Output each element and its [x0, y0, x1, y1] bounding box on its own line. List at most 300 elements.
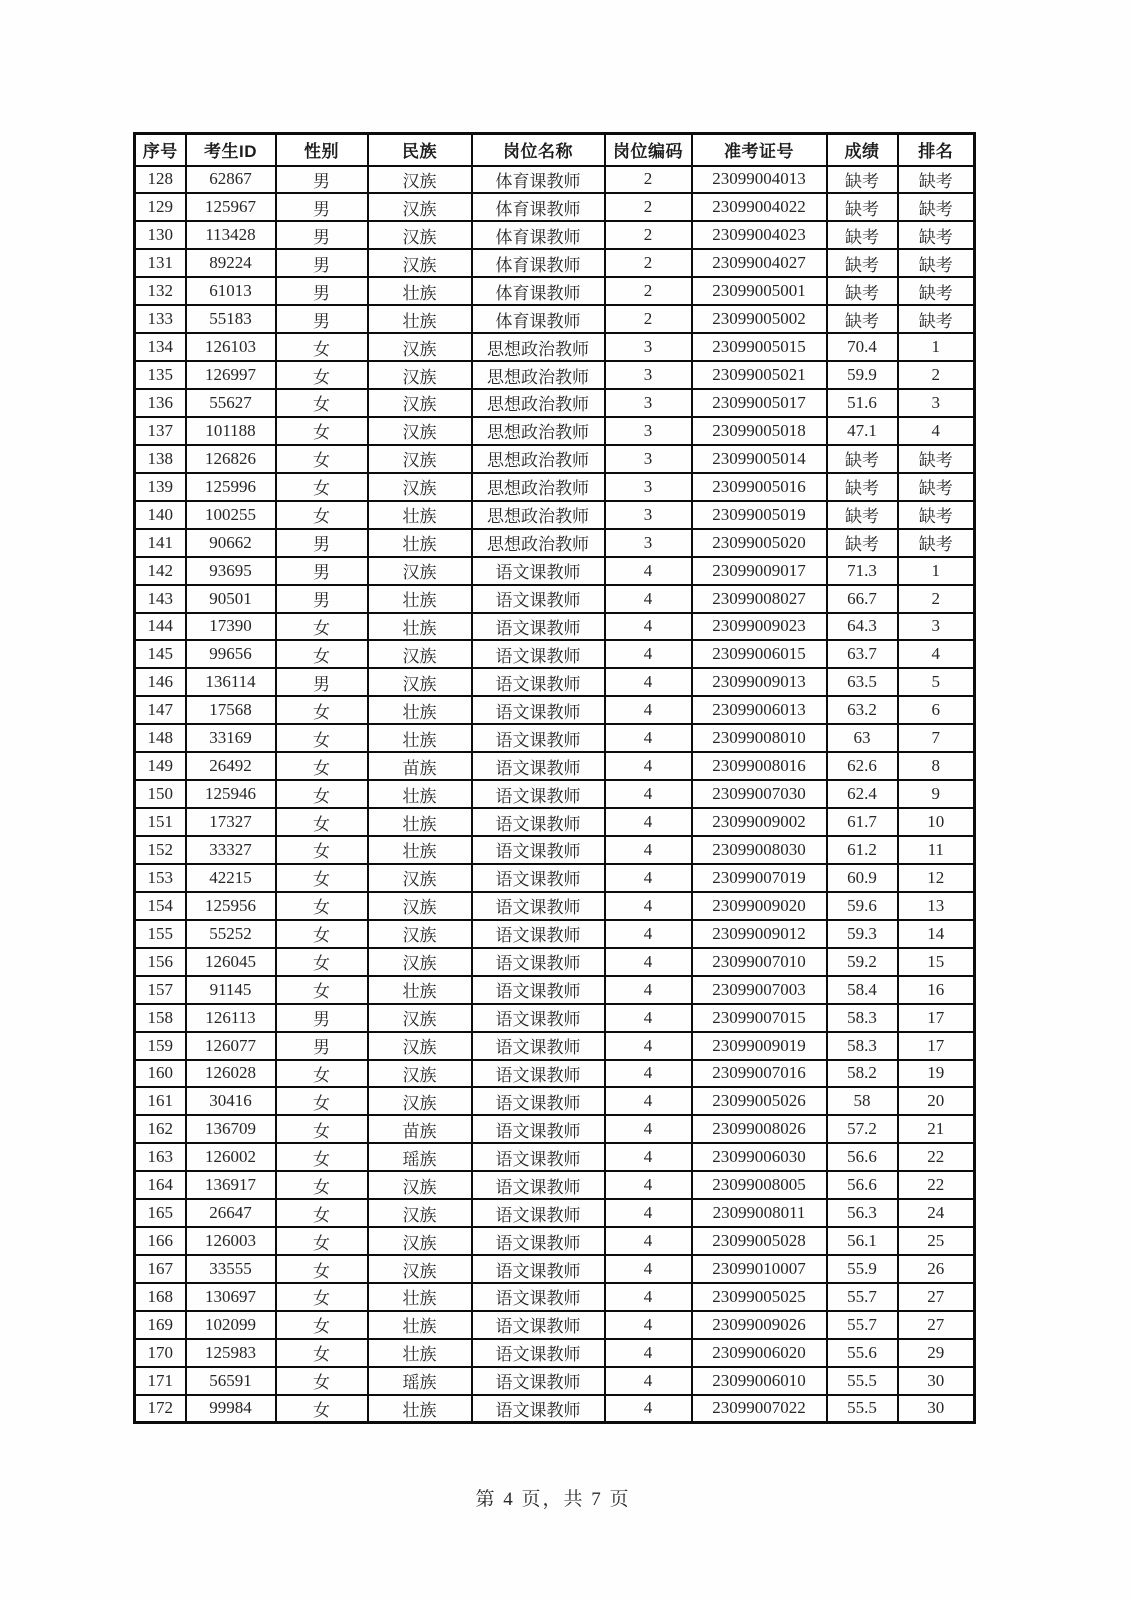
table-cell: 26 — [898, 1255, 975, 1283]
table-cell: 14 — [898, 920, 975, 948]
table-cell: 170 — [135, 1339, 186, 1367]
table-cell: 女 — [276, 808, 368, 836]
table-cell: 136 — [135, 389, 186, 417]
table-cell: 3 — [605, 417, 692, 445]
table-cell: 语文课教师 — [472, 668, 605, 696]
table-cell: 17568 — [186, 696, 276, 724]
table-cell: 语文课教师 — [472, 752, 605, 780]
column-header: 性别 — [276, 134, 368, 166]
table-cell: 23099007019 — [692, 864, 827, 892]
table-cell: 55.7 — [827, 1311, 898, 1339]
table-cell: 语文课教师 — [472, 948, 605, 976]
table-cell: 10 — [898, 808, 975, 836]
table-cell: 男 — [276, 249, 368, 277]
table-cell: 壮族 — [368, 1395, 472, 1423]
table-cell: 51.6 — [827, 389, 898, 417]
table-cell: 63 — [827, 724, 898, 752]
table-cell: 169 — [135, 1311, 186, 1339]
table-cell: 23099008030 — [692, 836, 827, 864]
table-cell: 缺考 — [898, 445, 975, 473]
table-cell: 4 — [605, 920, 692, 948]
table-cell: 90662 — [186, 529, 276, 557]
table-cell: 3 — [605, 333, 692, 361]
table-cell: 1 — [898, 557, 975, 585]
table-cell: 男 — [276, 193, 368, 221]
table-cell: 16 — [898, 976, 975, 1004]
table-cell: 4 — [605, 752, 692, 780]
table-cell: 女 — [276, 1227, 368, 1255]
table-cell: 女 — [276, 473, 368, 501]
table-cell: 130697 — [186, 1283, 276, 1311]
table-cell: 壮族 — [368, 305, 472, 333]
table-cell: 135 — [135, 361, 186, 389]
table-cell: 壮族 — [368, 1283, 472, 1311]
table-cell: 4 — [605, 1171, 692, 1199]
table-cell: 55.7 — [827, 1283, 898, 1311]
table-cell: 瑶族 — [368, 1143, 472, 1171]
table-row — [135, 752, 975, 780]
table-row — [135, 585, 975, 613]
table-cell: 99984 — [186, 1395, 276, 1423]
table-cell: 汉族 — [368, 920, 472, 948]
table-cell: 100255 — [186, 501, 276, 529]
table-cell: 女 — [276, 1395, 368, 1423]
table-cell: 3 — [605, 501, 692, 529]
table-cell: 6 — [898, 696, 975, 724]
table-body — [135, 166, 975, 1423]
table-cell: 155 — [135, 920, 186, 948]
table-cell: 55.5 — [827, 1367, 898, 1395]
table-cell: 缺考 — [898, 277, 975, 305]
table-cell: 汉族 — [368, 361, 472, 389]
table-cell: 女 — [276, 864, 368, 892]
table-cell: 126045 — [186, 948, 276, 976]
table-cell: 语文课教师 — [472, 724, 605, 752]
table-cell: 59.6 — [827, 892, 898, 920]
table-cell: 17 — [898, 1004, 975, 1032]
table-cell: 瑶族 — [368, 1367, 472, 1395]
table-cell: 23099005016 — [692, 473, 827, 501]
table-cell: 13 — [898, 892, 975, 920]
table-cell: 57.2 — [827, 1115, 898, 1143]
table-cell: 140 — [135, 501, 186, 529]
table-cell: 23099004013 — [692, 166, 827, 194]
table-cell: 汉族 — [368, 417, 472, 445]
table-cell: 24 — [898, 1199, 975, 1227]
table-cell: 23099005021 — [692, 361, 827, 389]
table-cell: 体育课教师 — [472, 249, 605, 277]
table-cell: 女 — [276, 361, 368, 389]
table-cell: 126002 — [186, 1143, 276, 1171]
table-cell: 133 — [135, 305, 186, 333]
table-cell: 语文课教师 — [472, 780, 605, 808]
table-row — [135, 529, 975, 557]
table-cell: 汉族 — [368, 1004, 472, 1032]
table-cell: 158 — [135, 1004, 186, 1032]
table-cell: 苗族 — [368, 752, 472, 780]
table-cell: 153 — [135, 864, 186, 892]
table-cell: 男 — [276, 1032, 368, 1060]
table-cell: 汉族 — [368, 892, 472, 920]
table-cell: 26647 — [186, 1199, 276, 1227]
table-cell: 汉族 — [368, 166, 472, 194]
table-cell: 23099008016 — [692, 752, 827, 780]
table-cell: 137 — [135, 417, 186, 445]
table-cell: 4 — [605, 1004, 692, 1032]
table-row — [135, 1255, 975, 1283]
table-cell: 152 — [135, 836, 186, 864]
table-cell: 壮族 — [368, 808, 472, 836]
table-cell: 2 — [605, 221, 692, 249]
table-cell: 语文课教师 — [472, 1255, 605, 1283]
table-cell: 23099006015 — [692, 640, 827, 668]
page-indicator: 第 4 页，共 7 页 — [475, 1489, 631, 1510]
table-cell: 3 — [605, 445, 692, 473]
table-row — [135, 808, 975, 836]
table-cell: 126028 — [186, 1060, 276, 1088]
table-cell: 168 — [135, 1283, 186, 1311]
table-cell: 男 — [276, 305, 368, 333]
table-cell: 58.4 — [827, 976, 898, 1004]
table-cell: 33169 — [186, 724, 276, 752]
table-cell: 缺考 — [827, 193, 898, 221]
table-row — [135, 1227, 975, 1255]
table-cell: 23099005018 — [692, 417, 827, 445]
table-cell: 男 — [276, 1004, 368, 1032]
table-cell: 2 — [898, 585, 975, 613]
table-cell: 58.2 — [827, 1060, 898, 1088]
table-cell: 汉族 — [368, 668, 472, 696]
table-cell: 汉族 — [368, 333, 472, 361]
table-cell: 汉族 — [368, 1227, 472, 1255]
table-cell: 4 — [605, 780, 692, 808]
table-cell: 缺考 — [898, 166, 975, 194]
table-cell: 23099005014 — [692, 445, 827, 473]
table-row — [135, 1339, 975, 1367]
table-cell: 缺考 — [827, 277, 898, 305]
table-cell: 23099004023 — [692, 221, 827, 249]
table-cell: 126003 — [186, 1227, 276, 1255]
table-cell: 58.3 — [827, 1004, 898, 1032]
table-cell: 30 — [898, 1395, 975, 1423]
table-cell: 4 — [605, 1143, 692, 1171]
table-cell: 23099005020 — [692, 529, 827, 557]
table-cell: 61.7 — [827, 808, 898, 836]
table-cell: 思想政治教师 — [472, 529, 605, 557]
table-cell: 61013 — [186, 277, 276, 305]
table-cell: 男 — [276, 668, 368, 696]
table-cell: 134 — [135, 333, 186, 361]
table-cell: 56591 — [186, 1367, 276, 1395]
column-header: 排名 — [898, 134, 975, 166]
table-cell: 125946 — [186, 780, 276, 808]
table-cell: 23099007022 — [692, 1395, 827, 1423]
table-cell: 62.6 — [827, 752, 898, 780]
table-row — [135, 557, 975, 585]
table-cell: 3 — [898, 389, 975, 417]
table-cell: 125967 — [186, 193, 276, 221]
table-cell: 23099007015 — [692, 1004, 827, 1032]
table-cell: 语文课教师 — [472, 585, 605, 613]
table-cell: 99656 — [186, 640, 276, 668]
table-row — [135, 836, 975, 864]
table-cell: 4 — [605, 864, 692, 892]
table-cell: 23099008026 — [692, 1115, 827, 1143]
table-cell: 56.6 — [827, 1171, 898, 1199]
table-row — [135, 920, 975, 948]
table-row — [135, 1395, 975, 1423]
table-cell: 男 — [276, 585, 368, 613]
table-cell: 女 — [276, 836, 368, 864]
table-cell: 思想政治教师 — [472, 445, 605, 473]
table-cell: 缺考 — [827, 529, 898, 557]
table-cell: 语文课教师 — [472, 920, 605, 948]
table-cell: 126997 — [186, 361, 276, 389]
table-row — [135, 613, 975, 641]
table-row — [135, 1171, 975, 1199]
table-cell: 女 — [276, 640, 368, 668]
table-cell: 4 — [605, 1395, 692, 1423]
table-cell: 30416 — [186, 1087, 276, 1115]
table-cell: 131 — [135, 249, 186, 277]
table-cell: 3 — [605, 473, 692, 501]
table-cell: 缺考 — [898, 193, 975, 221]
table-cell: 语文课教师 — [472, 1339, 605, 1367]
table-cell: 4 — [605, 1060, 692, 1088]
table-cell: 壮族 — [368, 780, 472, 808]
table-cell: 语文课教师 — [472, 1060, 605, 1088]
table-cell: 154 — [135, 892, 186, 920]
table-row — [135, 221, 975, 249]
table-cell: 缺考 — [898, 305, 975, 333]
table-cell: 126103 — [186, 333, 276, 361]
table-row — [135, 640, 975, 668]
table-cell: 23099005026 — [692, 1087, 827, 1115]
table-cell: 56.3 — [827, 1199, 898, 1227]
table-cell: 壮族 — [368, 277, 472, 305]
table-cell: 2 — [605, 166, 692, 194]
table-cell: 3 — [898, 613, 975, 641]
table-cell: 汉族 — [368, 1255, 472, 1283]
table-row — [135, 1087, 975, 1115]
table-row — [135, 361, 975, 389]
column-header: 序号 — [135, 134, 186, 166]
table-cell: 语文课教师 — [472, 864, 605, 892]
table-cell: 汉族 — [368, 445, 472, 473]
table-cell: 语文课教师 — [472, 1311, 605, 1339]
table-cell: 语文课教师 — [472, 892, 605, 920]
table-cell: 55.9 — [827, 1255, 898, 1283]
table-cell: 23099005015 — [692, 333, 827, 361]
table-cell: 21 — [898, 1115, 975, 1143]
table-cell: 语文课教师 — [472, 557, 605, 585]
table-cell: 男 — [276, 557, 368, 585]
table-cell: 汉族 — [368, 1087, 472, 1115]
table-cell: 151 — [135, 808, 186, 836]
table-cell: 55183 — [186, 305, 276, 333]
table-row — [135, 389, 975, 417]
table-cell: 汉族 — [368, 948, 472, 976]
table-cell: 体育课教师 — [472, 305, 605, 333]
table-cell: 55627 — [186, 389, 276, 417]
table-cell: 4 — [605, 1227, 692, 1255]
table-cell: 23099004027 — [692, 249, 827, 277]
table-cell: 23099009020 — [692, 892, 827, 920]
table-cell: 男 — [276, 166, 368, 194]
table-row — [135, 193, 975, 221]
table-cell: 139 — [135, 473, 186, 501]
table-cell: 汉族 — [368, 249, 472, 277]
table-cell: 4 — [605, 1255, 692, 1283]
table-cell: 9 — [898, 780, 975, 808]
column-header: 岗位编码 — [605, 134, 692, 166]
table-cell: 壮族 — [368, 1311, 472, 1339]
table-cell: 体育课教师 — [472, 221, 605, 249]
table-cell: 女 — [276, 724, 368, 752]
table-cell: 62.4 — [827, 780, 898, 808]
table-cell: 语文课教师 — [472, 1395, 605, 1423]
table-cell: 女 — [276, 1199, 368, 1227]
table-cell: 23099005028 — [692, 1227, 827, 1255]
table-row — [135, 1367, 975, 1395]
table-cell: 5 — [898, 668, 975, 696]
table-cell: 42215 — [186, 864, 276, 892]
table-cell: 23099008005 — [692, 1171, 827, 1199]
table-cell: 语文课教师 — [472, 1171, 605, 1199]
table-cell: 23099008027 — [692, 585, 827, 613]
table-cell: 4 — [605, 585, 692, 613]
table-cell: 4 — [605, 1283, 692, 1311]
table-cell: 20 — [898, 1087, 975, 1115]
table-cell: 23099007016 — [692, 1060, 827, 1088]
table-cell: 30 — [898, 1367, 975, 1395]
table-cell: 23099009002 — [692, 808, 827, 836]
table-row — [135, 780, 975, 808]
table-cell: 思想政治教师 — [472, 389, 605, 417]
table-row — [135, 724, 975, 752]
table-cell: 25 — [898, 1227, 975, 1255]
table-cell: 汉族 — [368, 1171, 472, 1199]
column-header: 成绩 — [827, 134, 898, 166]
table-cell: 11 — [898, 836, 975, 864]
table-cell: 145 — [135, 640, 186, 668]
table-cell: 136917 — [186, 1171, 276, 1199]
table-cell: 60.9 — [827, 864, 898, 892]
table-cell: 汉族 — [368, 1199, 472, 1227]
table-row — [135, 696, 975, 724]
table-cell: 172 — [135, 1395, 186, 1423]
table-cell: 64.3 — [827, 613, 898, 641]
table-cell: 17390 — [186, 613, 276, 641]
table-cell: 4 — [898, 640, 975, 668]
table-row — [135, 1115, 975, 1143]
table-cell: 63.5 — [827, 668, 898, 696]
table-cell: 23099009023 — [692, 613, 827, 641]
table-cell: 132 — [135, 277, 186, 305]
column-header: 岗位名称 — [472, 134, 605, 166]
table-cell: 壮族 — [368, 501, 472, 529]
table-cell: 语文课教师 — [472, 1143, 605, 1171]
table-cell: 壮族 — [368, 724, 472, 752]
table-row — [135, 166, 975, 194]
table-cell: 缺考 — [898, 249, 975, 277]
table-cell: 语文课教师 — [472, 1199, 605, 1227]
table-cell: 4 — [605, 724, 692, 752]
table-cell: 23099004022 — [692, 193, 827, 221]
table-row — [135, 473, 975, 501]
table-header-row — [135, 134, 975, 166]
table-cell: 体育课教师 — [472, 166, 605, 194]
table-cell: 壮族 — [368, 529, 472, 557]
table-cell: 23099005019 — [692, 501, 827, 529]
table-cell: 125956 — [186, 892, 276, 920]
table-cell: 女 — [276, 780, 368, 808]
column-header: 民族 — [368, 134, 472, 166]
table-cell: 女 — [276, 920, 368, 948]
table-cell: 4 — [605, 557, 692, 585]
table-cell: 146 — [135, 668, 186, 696]
table-cell: 55252 — [186, 920, 276, 948]
table-cell: 男 — [276, 529, 368, 557]
table-cell: 缺考 — [827, 249, 898, 277]
table-cell: 22 — [898, 1143, 975, 1171]
table-cell: 126826 — [186, 445, 276, 473]
table-cell: 4 — [605, 1311, 692, 1339]
table-cell: 语文课教师 — [472, 613, 605, 641]
table-cell: 160 — [135, 1060, 186, 1088]
table-cell: 壮族 — [368, 585, 472, 613]
table-cell: 女 — [276, 333, 368, 361]
table-cell: 缺考 — [827, 445, 898, 473]
table-cell: 女 — [276, 1060, 368, 1088]
column-header: 准考证号 — [692, 134, 827, 166]
table-cell: 2 — [605, 193, 692, 221]
table-cell: 4 — [605, 1087, 692, 1115]
table-cell: 90501 — [186, 585, 276, 613]
table-cell: 156 — [135, 948, 186, 976]
table-cell: 23099005002 — [692, 305, 827, 333]
table-cell: 女 — [276, 1143, 368, 1171]
table-cell: 58 — [827, 1087, 898, 1115]
table-cell: 女 — [276, 752, 368, 780]
table-cell: 23099009026 — [692, 1311, 827, 1339]
table-cell: 162 — [135, 1115, 186, 1143]
table-row — [135, 1060, 975, 1088]
table-cell: 缺考 — [827, 501, 898, 529]
table-cell: 缺考 — [898, 501, 975, 529]
table-cell: 汉族 — [368, 640, 472, 668]
table-cell: 63.2 — [827, 696, 898, 724]
table-cell: 56.6 — [827, 1143, 898, 1171]
table-cell: 125983 — [186, 1339, 276, 1367]
table-cell: 4 — [605, 1115, 692, 1143]
page-footer — [133, 1484, 973, 1511]
table-cell: 语文课教师 — [472, 696, 605, 724]
table-cell: 语文课教师 — [472, 1115, 605, 1143]
table-cell: 93695 — [186, 557, 276, 585]
table-cell: 苗族 — [368, 1115, 472, 1143]
table-cell: 壮族 — [368, 613, 472, 641]
table-cell: 4 — [605, 892, 692, 920]
table-cell: 女 — [276, 1171, 368, 1199]
table-cell: 思想政治教师 — [472, 333, 605, 361]
table-cell: 164 — [135, 1171, 186, 1199]
table-row — [135, 445, 975, 473]
table-cell: 女 — [276, 1339, 368, 1367]
table-cell: 143 — [135, 585, 186, 613]
table-cell: 1 — [898, 333, 975, 361]
table-cell: 女 — [276, 1283, 368, 1311]
